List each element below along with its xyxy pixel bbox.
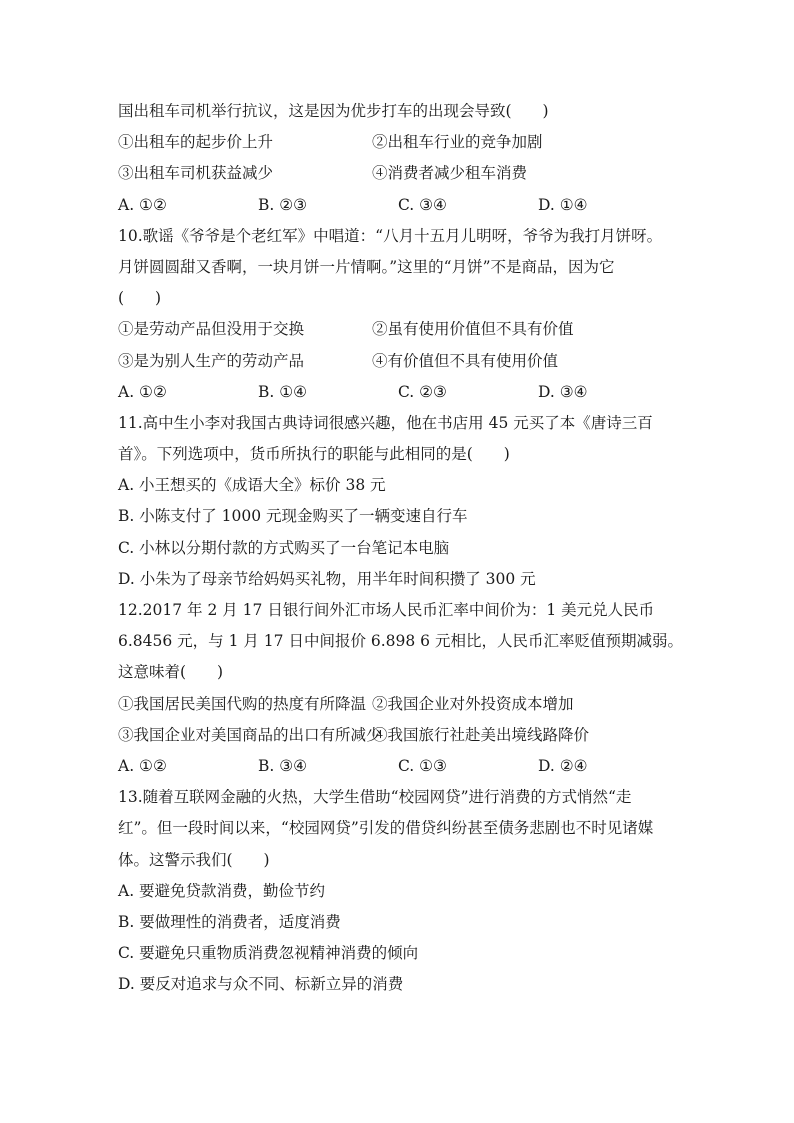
q11-option-b: B. 小陈支付了 1000 元现金购买了一辆变速自行车	[118, 507, 468, 526]
q12-choice-a: A. ①②	[118, 756, 167, 775]
q10-stem-line-2: 月饼圆圆甜又香啊，一块月饼一片情啊。”这里的“月饼”不是商品，因为它	[118, 257, 615, 276]
q9-statement-2: ②出租车行业的竞争加剧	[372, 133, 543, 152]
q12-choice-b: B. ③④	[258, 756, 308, 775]
q9-statements-row-2	[118, 158, 698, 189]
q9-choice-a: A. ①②	[118, 195, 167, 214]
q12-stem-line-1: 12.2017 年 2 月 17 日银行间外汇市场人民币汇率中间价为：1 美元兑人民币	[118, 601, 655, 619]
q10-choice-c: C. ②③	[398, 382, 447, 401]
q13-stem-line-1: 13.随着互联网金融的火热，大学生借助“校园网贷”进行消费的方式悄然“走	[118, 788, 632, 807]
q12-choice-c: C. ①③	[398, 756, 447, 775]
q10-choice-b: B. ①④	[258, 382, 308, 401]
q11-option-d: D. 小朱为了母亲节给妈妈买礼物，用半年时间积攒了 300 元	[118, 569, 536, 588]
q12-statement-2: ②我国企业对外投资成本增加	[372, 694, 574, 713]
q10-choice-d: D. ③④	[538, 382, 588, 401]
q10-choice-a: A. ①②	[118, 382, 167, 401]
q13-option-b: B. 要做理性的消费者，适度消费	[118, 912, 341, 931]
q9-statements-row-1	[118, 127, 698, 158]
q9-choice-d: D. ①④	[538, 195, 588, 214]
q10-statement-4: ④有价值但不具有使用价值	[372, 351, 559, 370]
question-list	[118, 96, 698, 1000]
q9-choice-b: B. ②③	[258, 195, 308, 214]
q9-statement-3: ③出租车司机获益减少	[118, 164, 274, 183]
q11-option-a: A. 小王想买的《成语大全》标价 38 元	[118, 476, 386, 495]
q12-statement-4: ④我国旅行社赴美出境线路降价	[372, 725, 590, 744]
q11-option-c: C. 小林以分期付款的方式购买了一台笔记本电脑	[118, 538, 450, 557]
q10-statements-row-2	[118, 346, 698, 377]
q10-stem-line-1: 10.歌谣《爷爷是个老红军》中唱道：“八月十五月儿明呀，爷爷为我打月饼呀。	[118, 226, 663, 245]
q9-statement-4: ④消费者减少租车消费	[372, 164, 528, 183]
q12-statements-row-2	[118, 720, 698, 751]
q12-statement-3: ③我国企业对美国商品的出口有所减少	[118, 725, 382, 744]
q12-choices	[118, 751, 698, 782]
q10-choices	[118, 377, 698, 408]
q9-choice-c: C. ③④	[398, 195, 447, 214]
q12-stem-line-3: 这意味着( )	[118, 663, 224, 682]
q9-stem-tail: 国出租车司机举行抗议，这是因为优步打车的出现会导致( )	[118, 102, 549, 120]
q10-stem-line-3: ( )	[118, 289, 162, 308]
q12-statements-row-1	[118, 689, 698, 720]
q10-statement-1: ①是劳动产品但没用于交换	[118, 320, 305, 339]
q13-option-a: A. 要避免贷款消费，勤俭节约	[118, 881, 326, 900]
q12-stem-line-2: 6.8456 元，与 1 月 17 日中间报价 6.898 6 元相比，人民币汇率贬值预期减弱。	[118, 632, 683, 651]
q13-stem-line-3: 体。这警示我们( )	[118, 850, 270, 869]
q13-option-d: D. 要反对追求与众不同、标新立异的消费	[118, 975, 404, 994]
q9-choices	[118, 190, 698, 221]
q9-statement-1: ①出租车的起步价上升	[118, 133, 274, 152]
q10-statement-3: ③是为别人生产的劳动产品	[118, 351, 305, 370]
q13-stem-line-2: 红”。但一段时间以来，“校园网贷”引发的借贷纠纷甚至债务悲剧也不时见诸媒	[118, 819, 654, 838]
q12-statement-1: ①我国居民美国代购的热度有所降温	[118, 694, 367, 713]
q10-statements-row-1	[118, 314, 698, 345]
q13-option-c: C. 要避免只重物质消费忽视精神消费的倾向	[118, 944, 419, 963]
q11-stem-line-1: 11.高中生小李对我国古典诗词很感兴趣，他在书店用 45 元买了本《唐诗三百	[118, 413, 653, 432]
q11-stem-line-2: 首》。下列选项中，货币所执行的职能与此相同的是( )	[118, 445, 510, 464]
q10-statement-2: ②虽有使用价值但不具有价值	[372, 320, 574, 339]
q12-choice-d: D. ②④	[538, 756, 588, 775]
